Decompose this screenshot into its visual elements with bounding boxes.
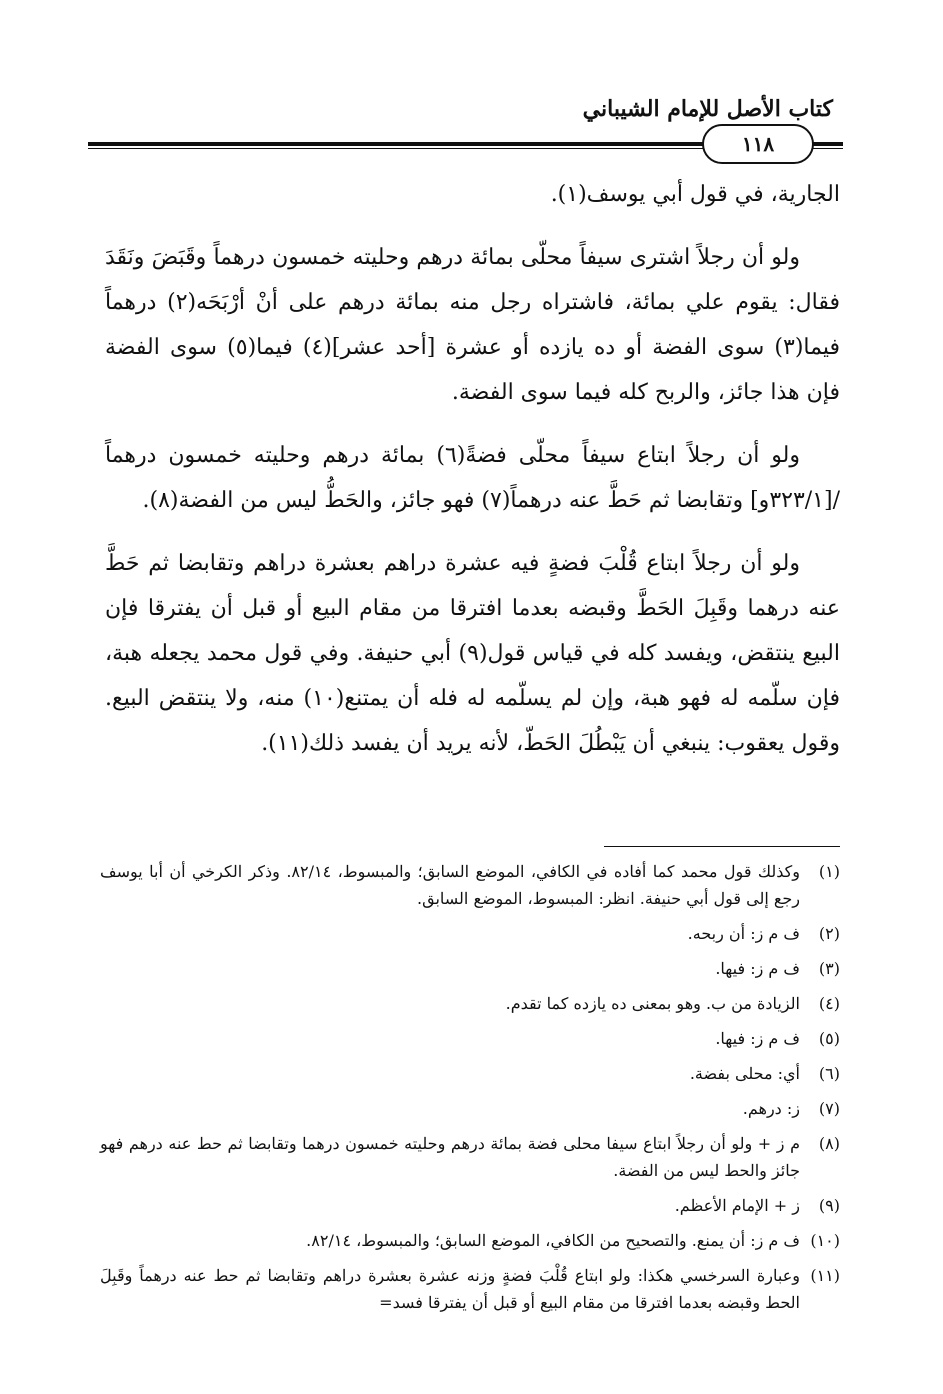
footnote [100,955,840,982]
footnote-number: (١) [818,862,840,881]
main-text [105,172,840,784]
footnote-text: م ز + ولو أن رجلاً ابتاع سيفا محلى فضة بمائة درهم وحليته خمسون درهما وتقابضا ثم حط عنه درهم فهو جائز والحط ليس من الفضة. [100,1134,801,1180]
footnote-text: الزيادة من ب. وهو بمعنى ده يازده كما تقدم. [505,994,800,1013]
footnote-number: (٦) [818,1064,840,1083]
footnote-text: وكذلك قول محمد كما أفاده في الكافي، الموضع السابق؛ والمبسوط، ٨٢/١٤. وذكر الكرخي أن أبا يوسف رجع إلى قول أبي حنيفة. انظر: المبسوط، الموضع السابق. [100,862,800,908]
footnote [100,920,840,947]
footnote-number: (٣) [818,959,840,978]
footnote [100,1130,840,1184]
footnote-number: (١١) [810,1266,840,1285]
footnote [100,1095,840,1122]
book-title: كتاب الأصل للإمام الشيباني [582,96,833,122]
footnote-separator [604,846,840,847]
paragraph: الجارية، في قول أبي يوسف(١). [550,182,840,207]
footnote-number: (٨) [818,1134,840,1153]
paragraph: ولو أن رجلاً اشترى سيفاً محلّى بمائة درهم وحليته خمسون درهماً وقَبَضَ ونَقَدَ فقال: يقوم علي بمائة، فاشتراه رجل منه بمائة درهم على أنْ أرْبَحَه(٢) درهماً فيما(٣) سوى الفضة أو ده يازده أو عشرة [أحد عشر](٤) فيما(٥) سوى الفضة فإن هذا جائز، والربح كله فيما سوى الفضة. [105,245,840,405]
page-number: ١١٨ [702,124,814,164]
footnote [100,1025,840,1052]
footnote-number: (٤) [818,994,840,1013]
footnote [100,1192,840,1219]
footnote-text: ف م ز: أن يمنع. والتصحيح من الكافي، الموضع السابق؛ والمبسوط، ٨٢/١٤. [306,1231,800,1250]
paragraph: ولو أن رجلاً ابتاع قُلْبَ فضةٍ فيه عشرة دراهم بعشرة دراهم وتقابضا ثم حَطَّ عنه درهما وقَبِلَ الحَطَّ وقبضه بعدما افترقا من مقام البيع أو قبل أن يفترقا فإن البيع ينتقض، ويفسد كله في قياس قول(٩) أبي حنيفة. وفي قول محمد يجعله هبة، فإن سلّمه له فهو هبة، وإن لم يسلّمه له فله أن يمتنع(١٠) منه، ولا ينتقض البيع. وقول يعقوب: ينبغي أن يَبْطُلَ الحَطّ، لأنه يريد أن يفسد ذلك(١١). [105,551,840,756]
footnote [100,1227,840,1254]
footnote-number: (١٠) [810,1231,840,1250]
footnote [100,1262,840,1316]
footnote-number: (٧) [818,1099,840,1118]
footnote-text: ف م ز: فيها. [715,1029,800,1048]
footnote [100,1060,840,1087]
paragraph: ولو أن رجلاً ابتاع سيفاً محلّى فضةً(٦) بمائة درهم وحليته خمسون درهماً /[٣٢٣/١و] وتقابضا ثم حَطَّ عنه درهماً(٧) فهو جائز، والحَطُّ ليس من الفضة(٨). [105,443,840,513]
footnote-number: (٢) [818,924,840,943]
footnote-text: أي: محلى بفضة. [689,1064,800,1083]
footnote [100,990,840,1017]
footnotes [100,858,840,1324]
footnote-number: (٩) [818,1196,840,1215]
footnote-text: ز + الإمام الأعظم. [674,1196,800,1215]
footnote-text: ز: درهم. [742,1099,800,1118]
footnote-number: (٥) [818,1029,840,1048]
footnote-text: ف م ز: أن ربحه. [687,924,800,943]
footnote-text: ف م ز: فيها. [715,959,800,978]
footnote [100,858,840,912]
footnote-text: وعبارة السرخسي هكذا: ولو ابتاع قُلْبَ فضةٍ وزنه عشرة بعشرة دراهم وتقابضا ثم حط عنه درهماً وقَبِلَ الحط وقبضه بعدما افترقا من مقام البيع أو قبل أن يفترقا فسد= [100,1266,800,1312]
